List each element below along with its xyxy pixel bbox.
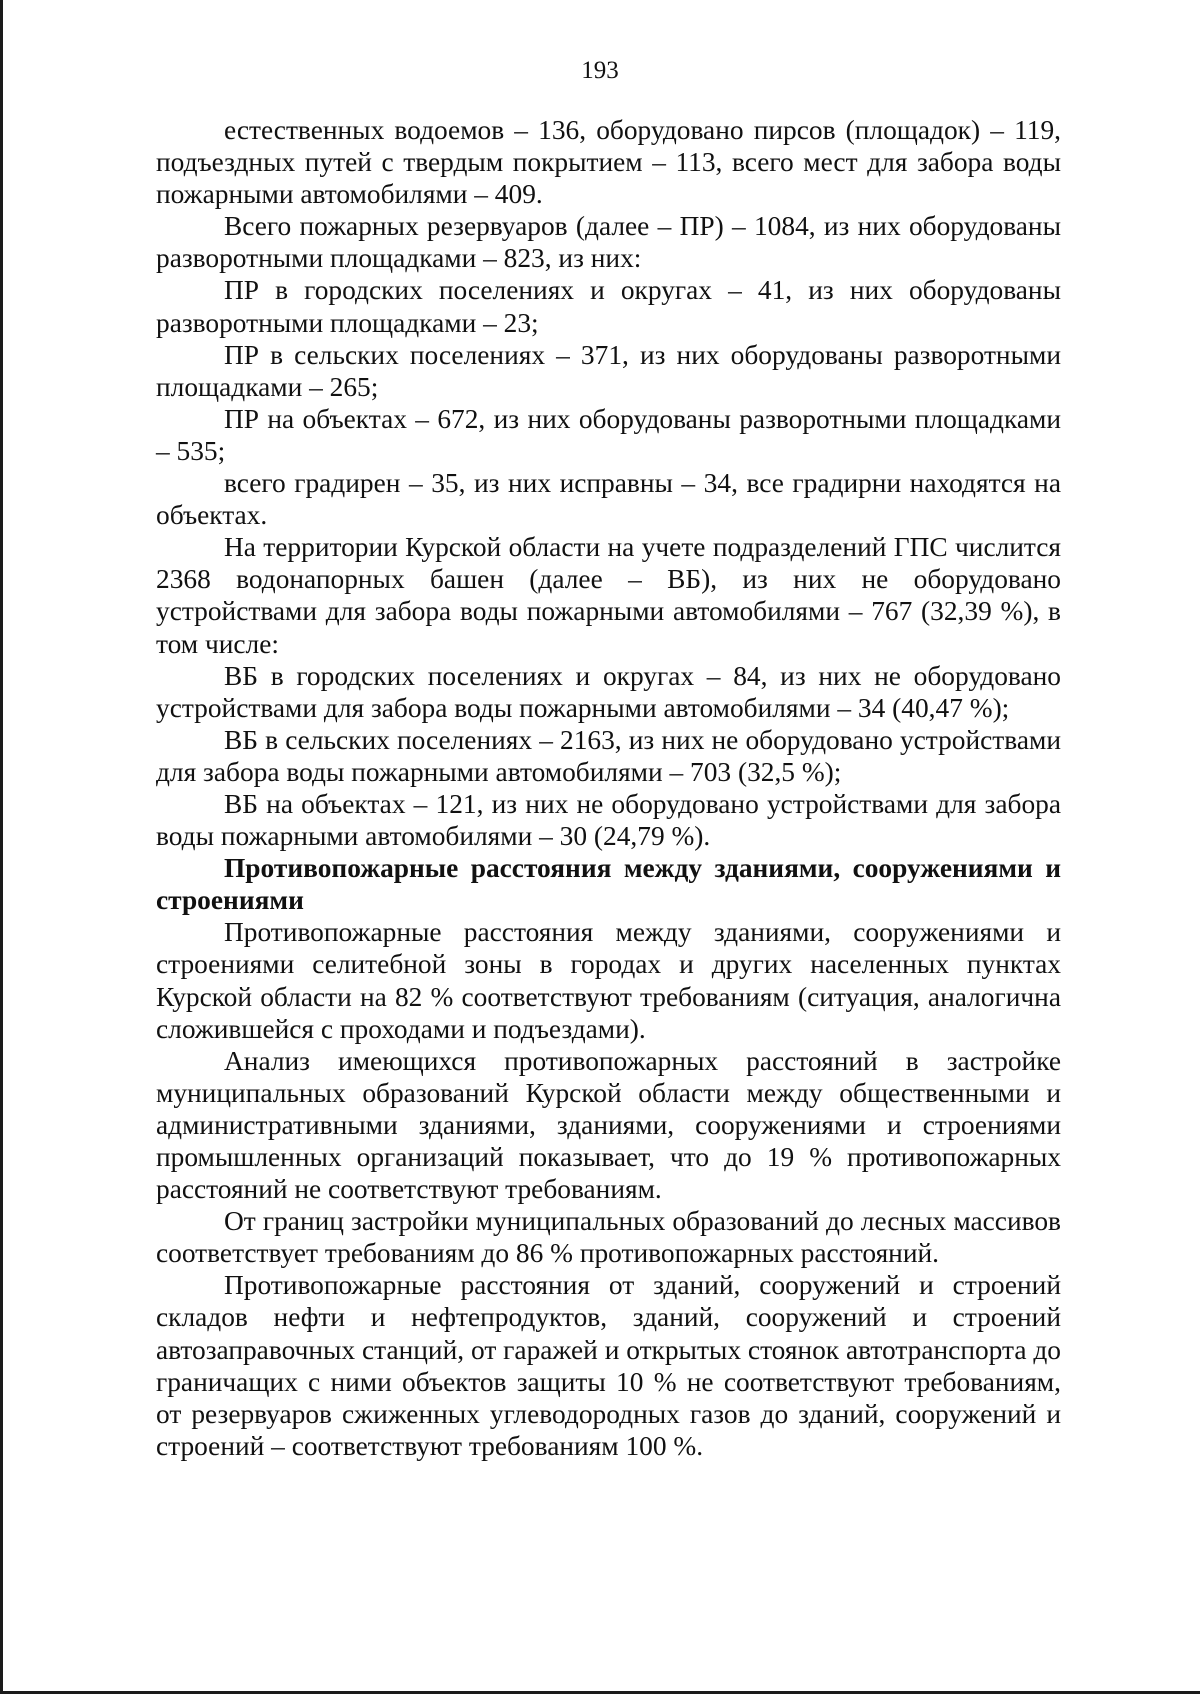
paragraph-residential-distances: Противопожарные расстояния между зданиями, сооружениями и строениями селитебной зоны в городах и других населенных пунктах Курской области на 82 % соответствуют требованиям (ситуация, аналогична сложившейся с проходами и подъездами). (156, 917, 1061, 1044)
paragraph-fuel-storage-distances: Противопожарные расстояния от зданий, сооружений и строений складов нефти и нефтепродуктов, зданий, сооружений и строений автозаправочных станций, от гаражей и открытых стоянок автотранспорта до граничащих с ними объектов защиты 10 % не соответствуют требованиям, от резервуаров сжиженных углеводородных газов до зданий, сооружений и строений – соответствуют требованиям 100 %. (156, 1270, 1061, 1461)
paragraph-pr-urban: ПР в городских поселениях и округах – 41, из них оборудованы разворотными площадками – 23; (156, 275, 1061, 338)
section-heading: Противопожарные расстояния между зданиями, сооружениями и строениями (156, 853, 1061, 916)
paragraph-industrial-distances: Анализ имеющихся противопожарных расстояний в застройке муниципальных образований Курской области между общественными и административными зданиями, зданиями, сооружениями и строениями промышленных организаций показывает, что до 19 % противопожарных расстояний не соответствуют требованиям. (156, 1045, 1061, 1205)
paragraph-reservoirs-natural: естественных водоемов – 136, оборудовано пирсов (площадок) – 119, подъездных путей с твердым покрытием – 113, всего мест для забора воды пожарными автомобилями – 409. (156, 115, 1061, 210)
paragraph-cooling-towers: всего градирен – 35, из них исправны – 34, все градирни находятся на объектах. (156, 468, 1061, 531)
paragraph-fire-reservoirs-total: Всего пожарных резервуаров (далее – ПР) – 1084, из них оборудованы разворотными площадками – 823, из них: (156, 211, 1061, 274)
paragraph-vb-urban: ВБ в городских поселениях и округах – 84, из них не оборудовано устройствами для забора воды пожарными автомобилями – 34 (40,47 %); (156, 660, 1061, 723)
scan-edge-left (0, 0, 3, 1694)
paragraph-forest-distances: От границ застройки муниципальных образований до лесных массивов соответствует требованиям до 86 % противопожарных расстояний. (156, 1206, 1061, 1269)
paragraph-pr-rural: ПР в сельских поселениях – 371, из них оборудованы разворотными площадками – 265; (156, 339, 1061, 402)
paragraph-vb-objects: ВБ на объектах – 121, из них не оборудовано устройствами для забора воды пожарными автомобилями – 30 (24,79 %). (156, 788, 1061, 852)
paragraph-water-towers-total: На территории Курской области на учете подразделений ГПС числится 2368 водонапорных башен (далее – ВБ), из них не оборудовано устройствами для забора воды пожарными автомобилями – 767 (32,39 %), в том числе: (156, 532, 1061, 659)
page-number: 193 (581, 57, 619, 84)
document-body (156, 114, 1061, 1462)
paragraph-vb-rural: ВБ в сельских поселениях – 2163, из них не оборудовано устройствами для забора воды пожарными автомобилями – 703 (32,5 %); (156, 724, 1061, 787)
paragraph-pr-objects: ПР на объектах – 672, из них оборудованы разворотными площадками – 535; (156, 403, 1061, 466)
